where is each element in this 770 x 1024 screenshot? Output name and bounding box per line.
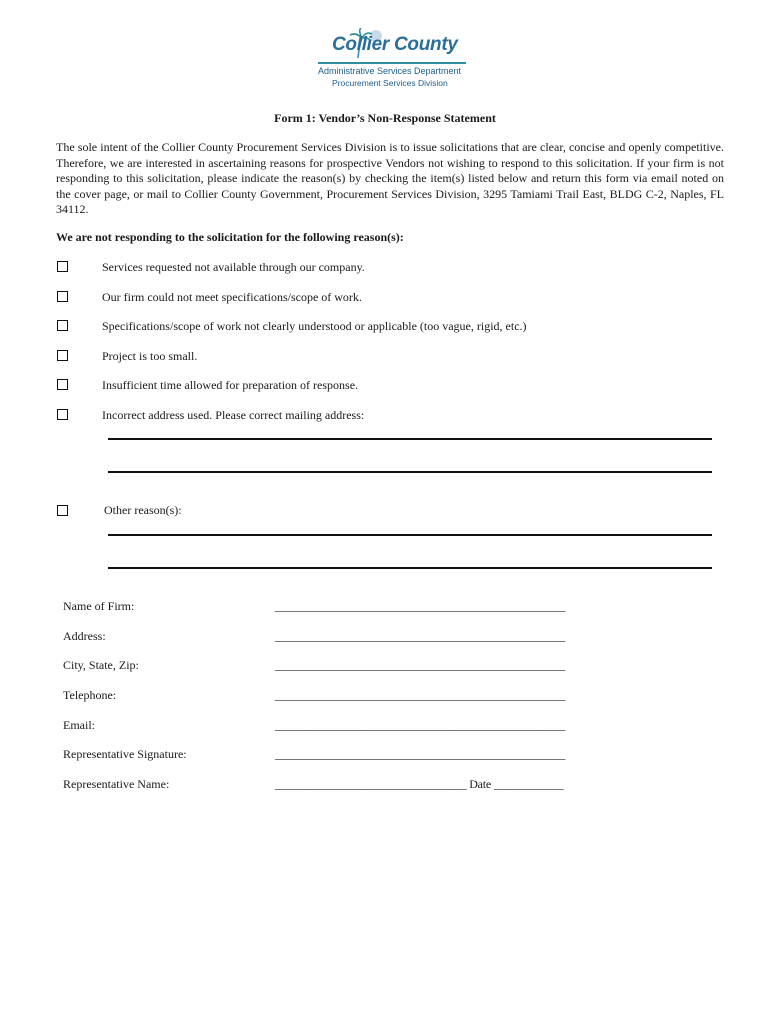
reason-label-project-small: Project is too small.	[102, 349, 198, 363]
field-label-representative-name: Representative Name:	[63, 777, 170, 791]
reason-checkbox-other[interactable]	[57, 505, 68, 516]
form-title: Form 1: Vendor’s Non-Response Statement	[274, 111, 496, 125]
reasons-heading: We are not responding to the solicitation for the following reason(s):	[56, 230, 404, 244]
field-line-city-state-zip[interactable]: __________________________________________________	[275, 658, 566, 672]
mailing-address-line-1[interactable]	[108, 438, 712, 440]
reason-checkbox-insufficient-time[interactable]	[57, 379, 68, 390]
field-label-telephone: Telephone:	[63, 688, 117, 702]
logo-department: Administrative Services Department	[318, 66, 462, 76]
field-line-email[interactable]: __________________________________________________	[275, 718, 566, 732]
intro-paragraph: The sole intent of the Collier County Procurement Services Division is to issue solicitations that are clear, concise and openly competitive. Therefore, we are interested in ascertaining reasons for prospective Vendors not wishing to respond to this solicitation. If your firm is not responding to this solicitation, please indicate the reason(s) by checking the item(s) listed below and return this form via email noted on the cover page, or mail to Collier County Government, Procurement Services Division, 3295 Tamiami Trail East, BLDG C-2, Naples, FL 34112.	[56, 140, 724, 216]
field-label-representative-signature: Representative Signature:	[63, 747, 187, 761]
logo-divider	[318, 62, 466, 64]
field-label-city-state-zip: City, State, Zip:	[63, 658, 139, 672]
field-label-address: Address:	[63, 629, 106, 643]
other-reason-line-1[interactable]	[108, 534, 712, 536]
reason-checkbox-specs-not-met[interactable]	[57, 291, 68, 302]
field-line-telephone[interactable]: __________________________________________________	[275, 688, 566, 702]
reason-checkbox-specs-unclear[interactable]	[57, 320, 68, 331]
mailing-address-line-2[interactable]	[108, 471, 712, 473]
reason-label-specs-not-met: Our firm could not meet specifications/scope of work.	[102, 290, 362, 304]
collier-county-logo	[312, 28, 472, 92]
logo-division: Procurement Services Division	[332, 78, 448, 88]
field-line-representative-name-date[interactable]: _________________________________ Date ____________	[275, 777, 564, 791]
field-line-firm-name[interactable]: __________________________________________________	[275, 599, 566, 613]
reason-checkbox-incorrect-address[interactable]	[57, 409, 68, 420]
field-line-representative-signature[interactable]: __________________________________________________	[275, 747, 566, 761]
reason-checkbox-project-small[interactable]	[57, 350, 68, 361]
field-line-address[interactable]: __________________________________________________	[275, 629, 566, 643]
other-reason-line-2[interactable]	[108, 567, 712, 569]
reason-checkbox-services-unavailable[interactable]	[57, 261, 68, 272]
reason-label-other: Other reason(s):	[104, 503, 182, 517]
reason-label-insufficient-time: Insufficient time allowed for preparation of response.	[102, 378, 359, 392]
reason-label-services-unavailable: Services requested not available through our company.	[102, 260, 365, 274]
logo-county-name: Collier County	[332, 34, 458, 55]
field-label-firm-name: Name of Firm:	[63, 599, 135, 613]
reason-label-incorrect-address: Incorrect address used. Please correct mailing address:	[102, 408, 365, 422]
field-label-email: Email:	[63, 718, 95, 732]
reason-label-specs-unclear: Specifications/scope of work not clearly understood or applicable (too vague, rigid, etc.)	[102, 319, 527, 333]
